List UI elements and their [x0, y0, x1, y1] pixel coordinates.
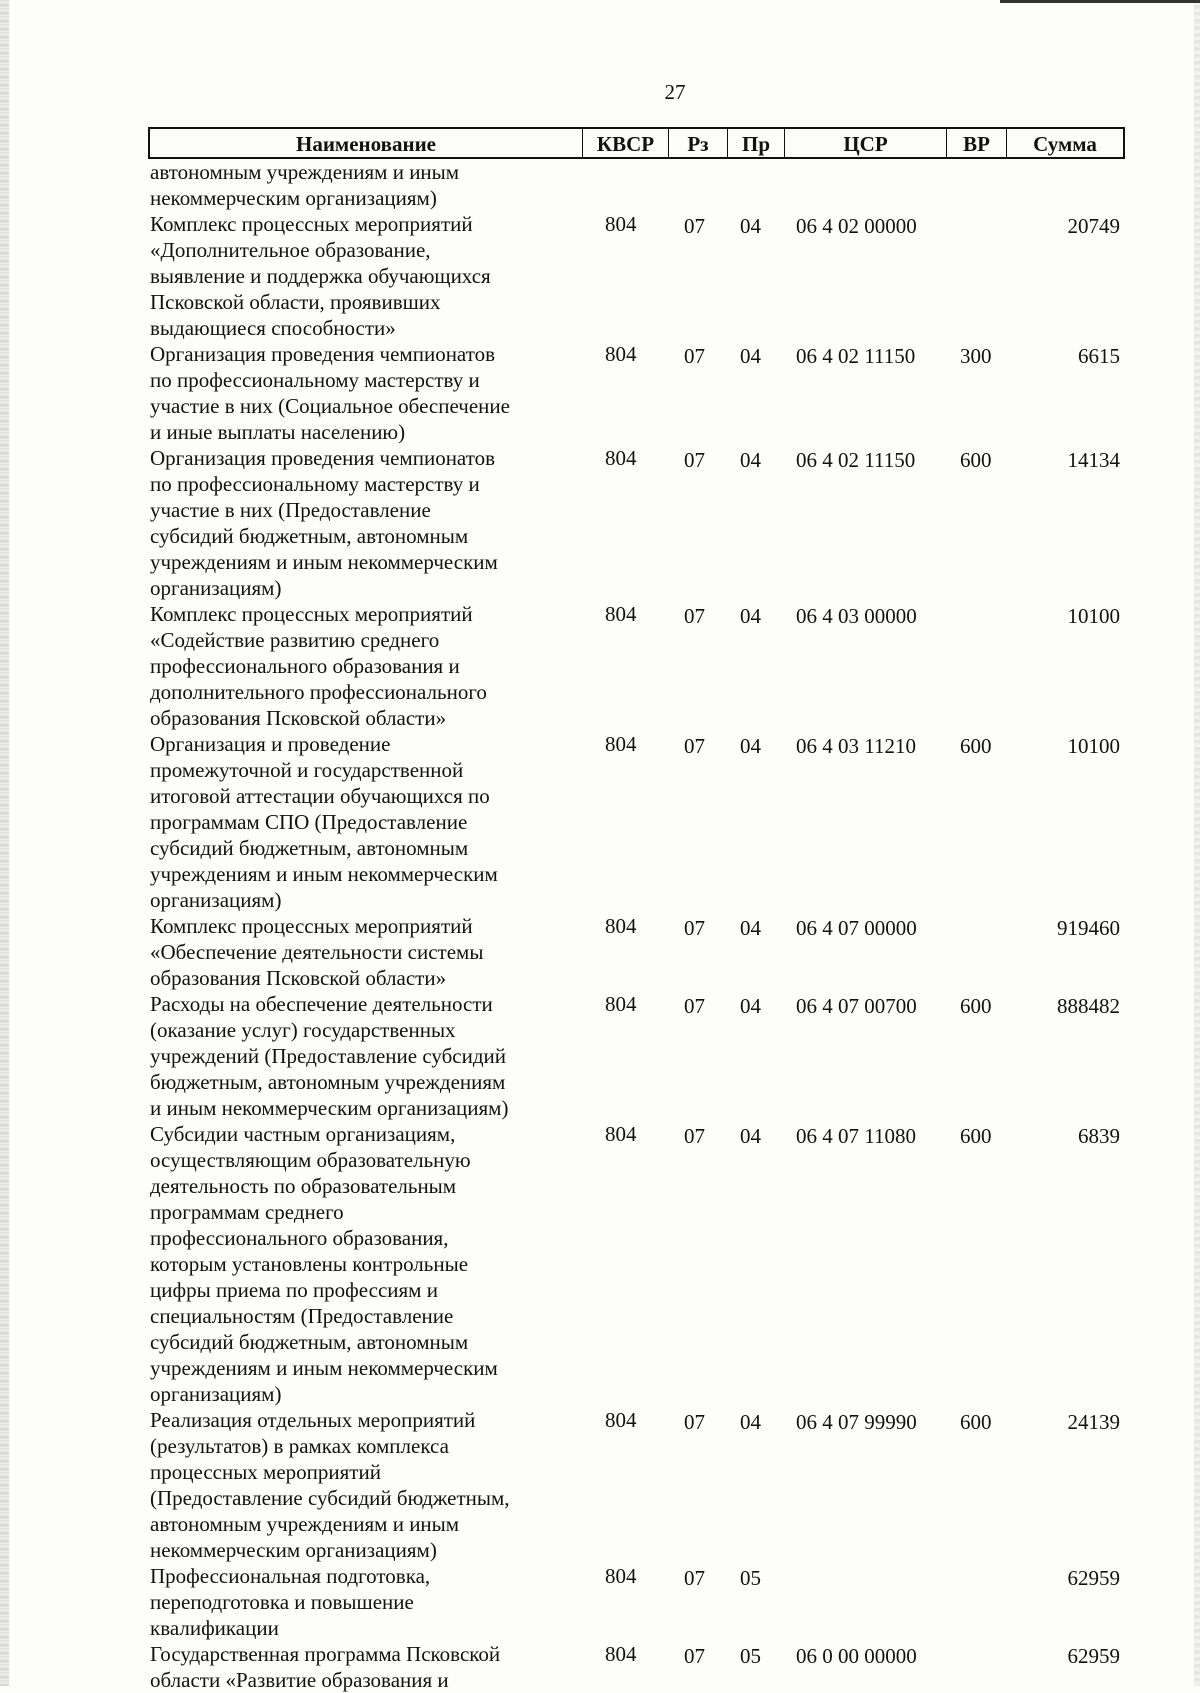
csr-cell: 06 4 07 99990	[796, 1410, 917, 1434]
vr-cell: 300	[960, 344, 992, 368]
header-vr: ВР	[946, 129, 1006, 157]
name-cell: Профессиональная подготовка, переподготовка и повышение квалификации	[150, 1564, 431, 1640]
rz-cell: 07	[684, 734, 705, 758]
pr-cell: 05	[740, 1644, 761, 1668]
header-rz: Рз	[668, 129, 727, 157]
pr-cell: 04	[740, 1410, 761, 1434]
table-row	[148, 1121, 1125, 1407]
table-row	[148, 1563, 1125, 1641]
pr-cell: 04	[740, 448, 761, 472]
sum-cell: 20749	[1067, 214, 1120, 238]
kvsr-cell: 804	[605, 602, 637, 626]
sum-cell: 888482	[1057, 994, 1120, 1018]
table-row	[148, 913, 1125, 991]
kvsr-cell: 804	[605, 342, 637, 366]
kvsr-cell: 804	[605, 732, 637, 756]
sum-cell: 6839	[1078, 1124, 1120, 1148]
name-cell: Организация и проведение промежуточной и государственной итоговой аттестации обучающихся по программам СПО (Предоставление субсидий бюджетным, автономным учреждениям и иным некоммерческим организациям)	[150, 732, 498, 912]
rz-cell: 07	[684, 1644, 705, 1668]
rz-cell: 07	[684, 1410, 705, 1434]
table-row	[148, 991, 1125, 1121]
kvsr-cell: 804	[605, 1408, 637, 1432]
sum-cell: 62959	[1067, 1566, 1120, 1590]
kvsr-cell: 804	[605, 1122, 637, 1146]
table-row	[148, 445, 1125, 601]
pr-cell: 04	[740, 734, 761, 758]
table-row	[148, 731, 1125, 913]
name-cell: Субсидии частным организациям, осуществляющим образовательную деятельность по образовательным программам среднего профессионального образования, которым установлены контрольные цифры приема по профессиям и специальностям (Предоставление субсидий бюджетным, автономным учреждениям и иным некоммерческим организациям)	[150, 1122, 498, 1406]
name-cell: автономным учреждениям и иным некоммерческим организациям)	[150, 160, 460, 210]
name-cell: Организация проведения чемпионатов по профессиональному мастерству и участие в них (Предоставление субсидий бюджетным, автономным учреждениям и иным некоммерческим организациям)	[150, 446, 498, 600]
csr-cell: 06 0 00 00000	[796, 1644, 917, 1668]
csr-cell: 06 4 07 00700	[796, 994, 917, 1018]
header-kvsr: КВСР	[582, 129, 668, 157]
header-sum: Сумма	[1006, 129, 1123, 157]
kvsr-cell: 804	[605, 914, 637, 938]
rz-cell: 07	[684, 1566, 705, 1590]
csr-cell: 06 4 02 11150	[796, 344, 916, 368]
pr-cell: 05	[740, 1566, 761, 1590]
name-cell: Комплекс процессных мероприятий «Дополнительное образование, выявление и поддержка обучающихся Псковской области, проявивших выдающиеся способности»	[150, 212, 491, 340]
csr-cell: 06 4 02 11150	[796, 448, 916, 472]
rz-cell: 07	[684, 214, 705, 238]
name-cell: Организация проведения чемпионатов по профессиональному мастерству и участие в них (Социальное обеспечение и иные выплаты населению)	[150, 342, 510, 444]
rz-cell: 07	[684, 344, 705, 368]
pr-cell: 04	[740, 916, 761, 940]
rz-cell: 07	[684, 994, 705, 1018]
kvsr-cell: 804	[605, 446, 637, 470]
kvsr-cell: 804	[605, 1642, 637, 1666]
header-csr: ЦСР	[784, 129, 946, 157]
table-row	[148, 1407, 1125, 1563]
sum-cell: 24139	[1067, 1410, 1120, 1434]
sum-cell: 62959	[1067, 1644, 1120, 1668]
table-row	[148, 341, 1125, 445]
kvsr-cell: 804	[605, 1564, 637, 1588]
rz-cell: 07	[684, 448, 705, 472]
header-pr: Пр	[727, 129, 784, 157]
pr-cell: 04	[740, 344, 761, 368]
name-cell: Реализация отдельных мероприятий (результатов) в рамках комплекса процессных мероприятий (Предоставление субсидий бюджетным, автономным учреждениям и иным некоммерческим организациям)	[150, 1408, 510, 1562]
name-cell: Государственная программа Псковской области «Развитие образования и	[150, 1642, 501, 1692]
pr-cell: 04	[740, 994, 761, 1018]
table-row	[148, 159, 1125, 211]
name-cell: Расходы на обеспечение деятельности (оказание услуг) государственных учреждений (Предоставление субсидий бюджетным, автономным учреждениям и иным некоммерческим организациям)	[150, 992, 509, 1120]
sum-cell: 919460	[1057, 916, 1120, 940]
vr-cell: 600	[960, 1124, 992, 1148]
table-row	[148, 1641, 1125, 1693]
header-name: Наименование	[296, 132, 436, 156]
csr-cell: 06 4 07 00000	[796, 916, 917, 940]
pr-cell: 04	[740, 1124, 761, 1148]
vr-cell: 600	[960, 1410, 992, 1434]
sum-cell: 10100	[1067, 604, 1120, 628]
vr-cell: 600	[960, 994, 992, 1018]
scan-top-line	[1000, 0, 1200, 3]
csr-cell: 06 4 02 00000	[796, 214, 917, 238]
vr-cell: 600	[960, 734, 992, 758]
rz-cell: 07	[684, 604, 705, 628]
budget-table	[148, 127, 1125, 1693]
scan-edge-right	[1194, 0, 1200, 1686]
name-cell: Комплекс процессных мероприятий «Обеспечение деятельности системы образования Псковской области»	[150, 914, 484, 990]
csr-cell: 06 4 03 00000	[796, 604, 917, 628]
csr-cell: 06 4 03 11210	[796, 734, 916, 758]
kvsr-cell: 804	[605, 992, 637, 1016]
pr-cell: 04	[740, 604, 761, 628]
vr-cell: 600	[960, 448, 992, 472]
csr-cell: 06 4 07 11080	[796, 1124, 916, 1148]
table-header	[148, 127, 1125, 159]
pr-cell: 04	[740, 214, 761, 238]
sum-cell: 14134	[1067, 448, 1120, 472]
table-row	[148, 211, 1125, 341]
name-cell: Комплекс процессных мероприятий «Содействие развитию среднего профессионального образования и дополнительного профессионального образования Псковской области»	[150, 602, 487, 730]
rz-cell: 07	[684, 916, 705, 940]
table-body	[148, 159, 1125, 1693]
sum-cell: 10100	[1067, 734, 1120, 758]
scan-edge-left	[0, 0, 9, 1686]
rz-cell: 07	[684, 1124, 705, 1148]
sum-cell: 6615	[1078, 344, 1120, 368]
kvsr-cell: 804	[605, 212, 637, 236]
page-number: 27	[664, 80, 686, 104]
table-row	[148, 601, 1125, 731]
